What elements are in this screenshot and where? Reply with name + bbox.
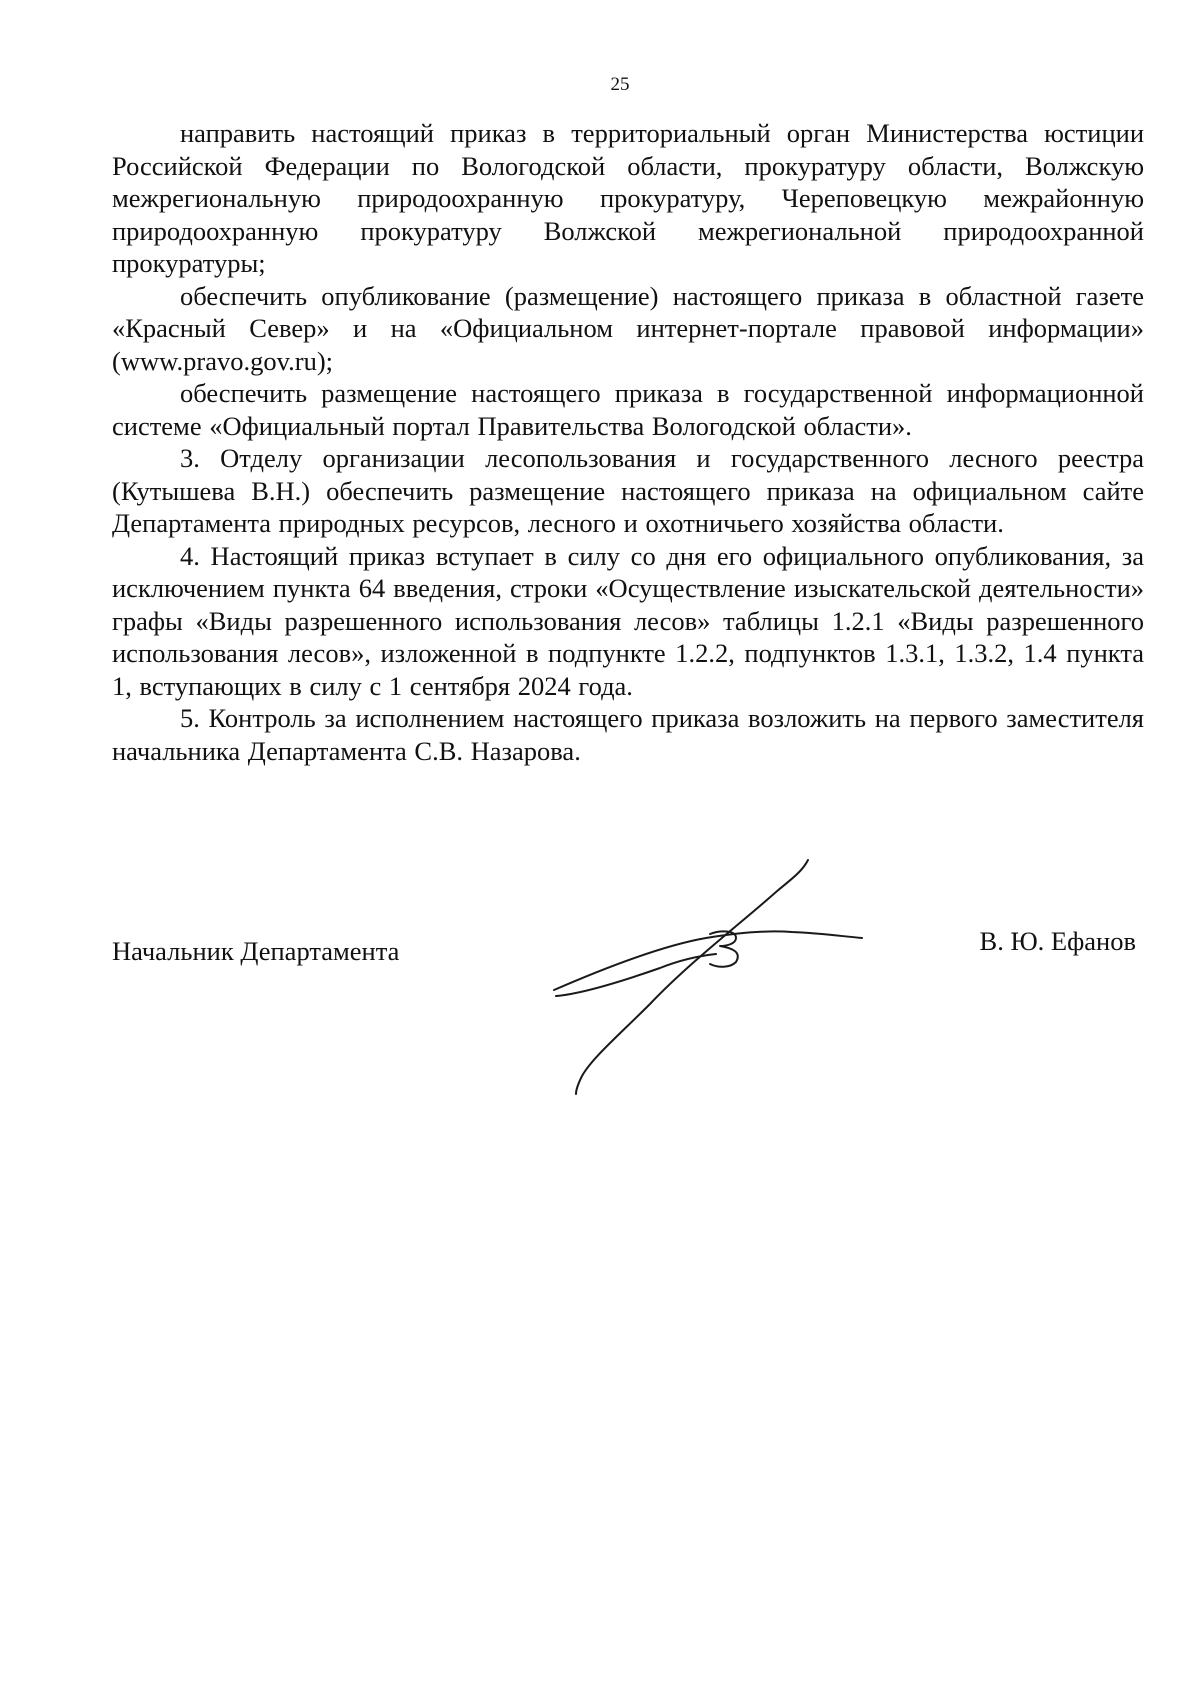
document-body	[112, 117, 1144, 767]
paragraph-item-3: 3. Отделу организации лесопользования и государственного лесного реестра (Кутышева В.Н.) обеспечить размещение настоящего приказа на официальном сайте Департамента природных ресурсов, лесного и охотничьего хозяйства области.	[112, 443, 1144, 538]
page-number: 25	[610, 74, 630, 95]
signer-position: Начальник Департамента	[112, 936, 400, 966]
paragraph-publish-newspaper: обеспечить опубликование (размещение) настоящего приказа в областной газете «Красный Север» и на «Официальном интернет-портале правовой информации» (www.pravo.gov.ru);	[112, 280, 1144, 376]
paragraph-item-4: 4. Настоящий приказ вступает в силу со дня его официального опубликования, за исключением пункта 64 введения, строки «Осуществление изыскательской деятельности» графы «Виды разрешенного использования лесов» таблицы 1.2.1 «Виды разрешенного использования лесов», изложенной в подпункте 1.2.2, подпунктов 1.3.1, 1.3.2, 1.4 пункта 1, вступающих в силу с 1 сентября 2024 года.	[112, 540, 1144, 701]
signer-name: В. Ю. Ефанов	[979, 926, 1136, 956]
paragraph-send-order: направить настоящий приказ в территориальный орган Министерства юстиции Российской Федерации по Вологодской области, прокуратуру области, Волжскую межрегиональную природоохранную прокуратуру, Череповецкую межрайонную природоохранную прокуратуру Волжской межрегиональной природоохранной прокуратуры;	[112, 118, 1144, 278]
paragraph-publish-portal: обеспечить размещение настоящего приказа в государственной информационной системе «Официальный портал Правительства Вологодской области».	[112, 378, 1144, 441]
handwritten-signature	[540, 858, 880, 1098]
paragraph-item-5: 5. Контроль за исполнением настоящего приказа возложить на первого заместителя начальника Департамента С.В. Назарова.	[112, 703, 1144, 766]
